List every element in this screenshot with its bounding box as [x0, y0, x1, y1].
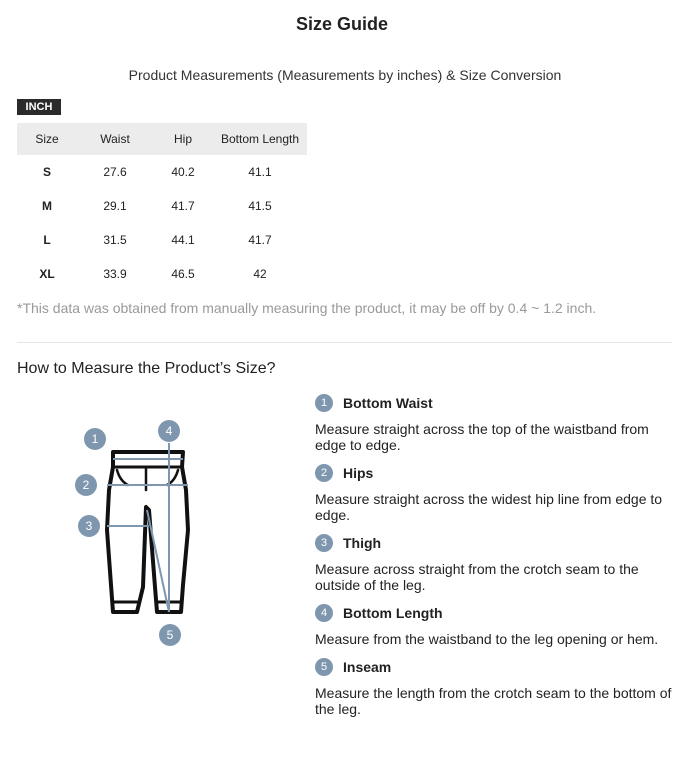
svg-text:5: 5 [166, 628, 174, 642]
section-divider [17, 342, 672, 343]
column-header-bottom-length: Bottom Length [213, 123, 307, 155]
marker-5 [159, 624, 181, 646]
table-row [17, 223, 307, 257]
page-subtitle: Product Measurements (Measurements by inches) & Size Conversion [128, 67, 562, 83]
step-description: Measure across straight from the crotch seam to the outside of the leg. [315, 561, 639, 593]
step-number-badge: 1 [315, 394, 333, 412]
column-header-size: Size [17, 123, 77, 155]
step-description: Measure straight across the top of the waistband from edge to edge. [315, 421, 649, 453]
svg-text:1: 1 [91, 432, 99, 446]
size-cell: M [42, 199, 52, 213]
marker-2 [75, 474, 97, 496]
bottom-length-cell: 41.7 [248, 233, 272, 247]
step-number-badge: 4 [315, 604, 333, 622]
step-title: Thigh [343, 535, 382, 551]
step-bottom-waist [315, 393, 677, 453]
step-number-badge: 5 [315, 658, 333, 676]
left-pocket [117, 470, 128, 485]
how-to-measure-title: How to Measure the Product’s Size? [17, 360, 276, 377]
table-row [17, 189, 307, 223]
bottom-length-cell: 42 [253, 267, 267, 281]
step-number-badge: 3 [315, 534, 333, 552]
page-title: Size Guide [295, 14, 389, 34]
hip-cell: 44.1 [171, 233, 195, 247]
step-description: Measure the length from the crotch seam to the bottom of the leg. [315, 685, 672, 717]
waist-cell: 31.5 [103, 233, 127, 247]
marker-4 [158, 420, 180, 442]
column-header-hip: Hip [153, 123, 213, 155]
hip-cell: 41.7 [171, 199, 195, 213]
step-inseam [315, 657, 677, 717]
pants-diagram [70, 415, 200, 650]
step-description: Measure straight across the widest hip line from edge to edge. [315, 491, 663, 523]
marker-3 [78, 515, 100, 537]
table-header-row [17, 123, 307, 155]
step-hips [315, 463, 677, 523]
table-row [17, 155, 307, 189]
waist-cell: 33.9 [103, 267, 127, 281]
size-cell: XL [39, 267, 55, 281]
unit-badge: INCH [17, 99, 61, 115]
size-table [17, 123, 307, 291]
svg-text:2: 2 [82, 478, 90, 492]
hip-cell: 40.2 [171, 165, 195, 179]
inseam-measure-line [147, 510, 169, 612]
column-header-waist: Waist [77, 123, 153, 155]
size-cell: S [42, 165, 51, 179]
measurement-steps [315, 393, 677, 727]
step-thigh [315, 533, 677, 593]
table-row [17, 257, 307, 291]
step-title: Inseam [343, 659, 392, 675]
step-title: Bottom Waist [343, 395, 433, 411]
waist-cell: 29.1 [103, 199, 127, 213]
hip-cell: 46.5 [171, 267, 195, 281]
step-description: Measure from the waistband to the leg opening or hem. [315, 631, 659, 647]
step-number-badge: 2 [315, 464, 333, 482]
size-cell: L [43, 233, 51, 247]
step-title: Bottom Length [343, 605, 443, 621]
svg-text:4: 4 [165, 424, 173, 438]
marker-1 [84, 428, 106, 450]
waist-cell: 27.6 [103, 165, 127, 179]
bottom-length-cell: 41.5 [248, 199, 272, 213]
step-bottom-length [315, 603, 677, 647]
step-title: Hips [343, 465, 374, 481]
svg-text:3: 3 [85, 519, 93, 533]
bottom-length-cell: 41.1 [248, 165, 272, 179]
measurement-note: *This data was obtained from manually measuring the product, it may be off by 0.4 ~ 1.2 inch. [17, 300, 597, 316]
